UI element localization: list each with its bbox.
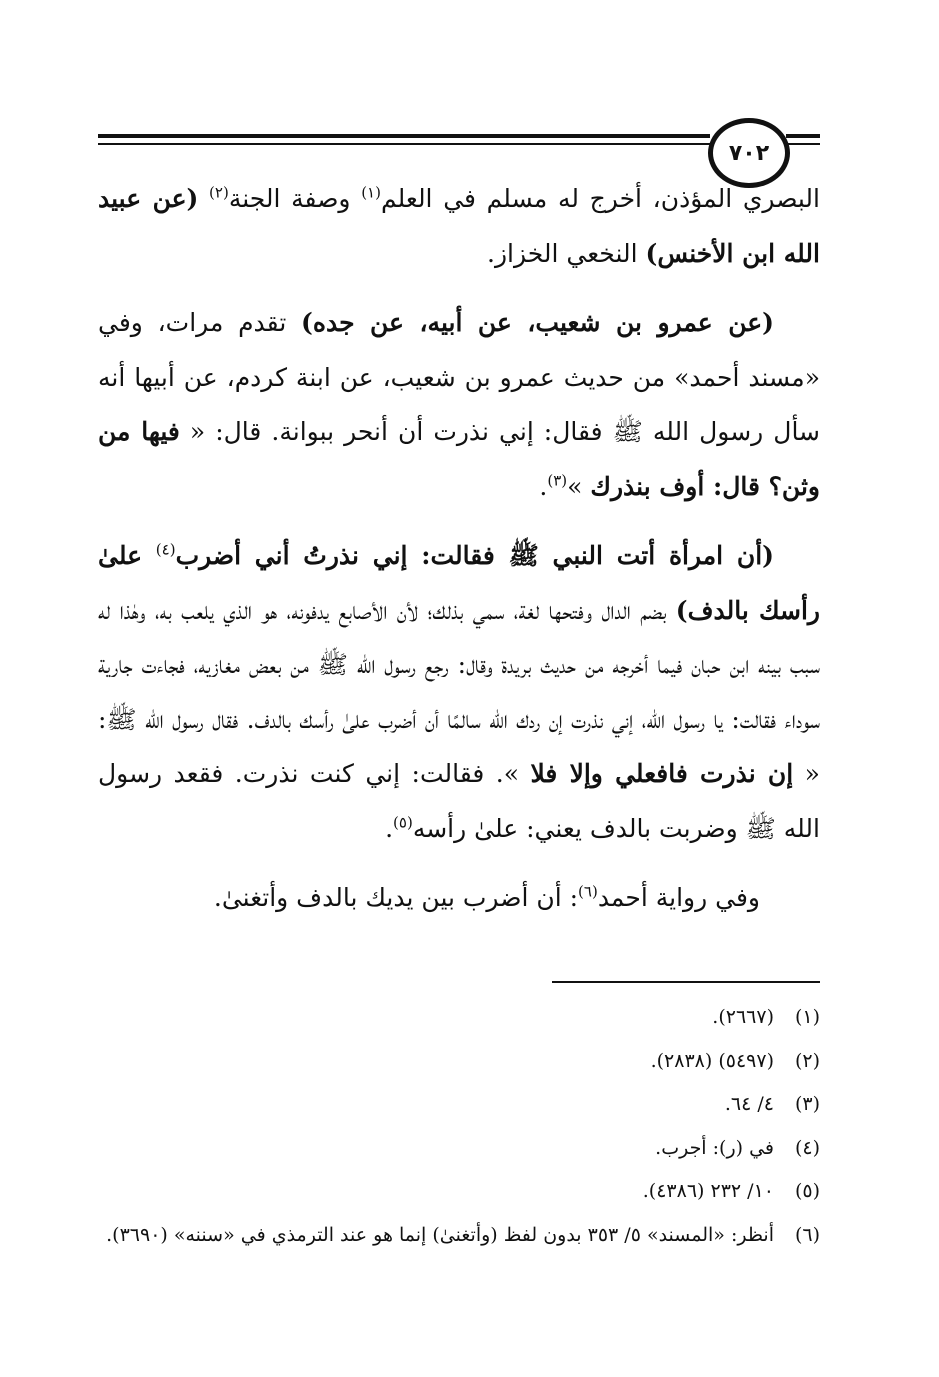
text-run: : أن أضرب بين يديك بالدف وأتغنىٰ. [213, 883, 579, 912]
text-run: » [567, 471, 591, 501]
footnote-number: (٥) [794, 1180, 820, 1202]
header-rule-left-thin [98, 143, 710, 145]
footnote-number: (٢) [794, 1049, 820, 1072]
header-rule-right [786, 134, 820, 138]
footnote-ref: (٥) [393, 813, 413, 832]
text-run: . [385, 813, 394, 843]
footnote-1 [98, 996, 820, 1040]
footnote-text: ١٠/ ٢٣٢ (٤٣٨٦). [642, 1180, 774, 1202]
paragraph-4 [98, 871, 820, 926]
text-run: وصفة الجنة [228, 184, 362, 213]
footnote-3 [98, 1083, 820, 1127]
footnote-4 [98, 1127, 820, 1171]
header-rule-left [98, 134, 710, 138]
page-number: ٧٠٢ [708, 118, 790, 188]
footnote-ref: (٢) [209, 183, 229, 202]
footnote-number: (٤) [794, 1136, 820, 1159]
main-text [98, 172, 820, 941]
bold-phrase: إن نذرت فافعلي وإلا فلا [530, 759, 794, 788]
footnote-ref: (٤) [155, 540, 176, 559]
footnote-number: (١) [794, 1006, 820, 1028]
footnote-text: في (ر): أجرب. [655, 1136, 774, 1159]
footnote-2 [98, 1040, 820, 1084]
bold-phrase: علىٰ رأسك بالدف) [98, 541, 820, 625]
text-run: النخعي الخزاز. [487, 238, 646, 268]
footnotes [98, 996, 820, 1257]
footnote-text: ٤/ ٦٤. [724, 1093, 774, 1115]
footnote-ref: (٦) [578, 882, 598, 901]
paragraph-3 [98, 529, 820, 856]
footnote-separator [552, 981, 820, 983]
footnote-ref: (٣) [547, 471, 568, 490]
text-run: وفي رواية أحمد [597, 883, 760, 912]
footnote-6 [98, 1214, 820, 1258]
text-run: تقدم مرات، وفي «مسند أحمد» من حديث عمرو بن شعيب، عن ابنة كردم، عن أبيها أنه سأل رسول الله ﷺ فقال: إني نذرت أن أنحر ببوانة. قال: « [98, 308, 821, 446]
bold-phrase: فيها من وثن؟ قال: أوف بنذرك [98, 417, 820, 501]
footnote-text: (٢٦٦٧). [712, 1006, 774, 1028]
bold-phrase: (عن عمرو بن شعيب، عن أبيه، عن جده) [301, 308, 774, 337]
bold-phrase: (أن امرأة أتت النبي ﷺ فقالت: إني نذرتُ أني أضرب [175, 541, 774, 570]
paragraph-1 [98, 172, 820, 281]
footnote-5 [98, 1170, 820, 1214]
footnote-number: (٦) [794, 1223, 820, 1246]
paragraph-2 [98, 296, 820, 514]
text-run: البصري المؤذن، أخرج له مسلم في العلم [380, 184, 820, 213]
header-rule-right-thin [786, 143, 820, 145]
footnote-number: (٣) [794, 1093, 820, 1115]
footnote-text: أنظر: «المسند» ٥/ ٣٥٣ بدون لفظ (وأتغنىٰ) إنما هو عند الترمذي في «سننه» (٣٦٩٠). [106, 1223, 774, 1246]
footnote-text: (٥٤٩٧) (٢٨٣٨). [650, 1049, 774, 1072]
footnote-ref: (١) [361, 183, 381, 202]
text-run: . [539, 471, 548, 501]
text-run: ». فقالت: إني كنت نذرت. فقعد رسول الله ﷺ وضربت بالدف يعني: علىٰ رأسه [98, 759, 820, 843]
bold-phrase: (عن عبيد الله ابن الأخنس) [98, 184, 820, 268]
text-run [198, 184, 209, 213]
text-run: بضم الدال وفتحها لغة، سمي بذلك؛ لأن الأصابع يدفونه، هو الذي يلعب به، وهٰذا له سبب بينه ابن حبان فيما أخرجه من حديث بريدة وقال: رجع رسول الله ﷺ من بعض مغازيه، فجاءت جارية سوداء فقالت: يا رسول الله، إني نذرت إن ردك الله سالمًا أن أضرب علىٰ رأسك بالدف. فقال رسول الله ﷺ: « [98, 595, 820, 788]
